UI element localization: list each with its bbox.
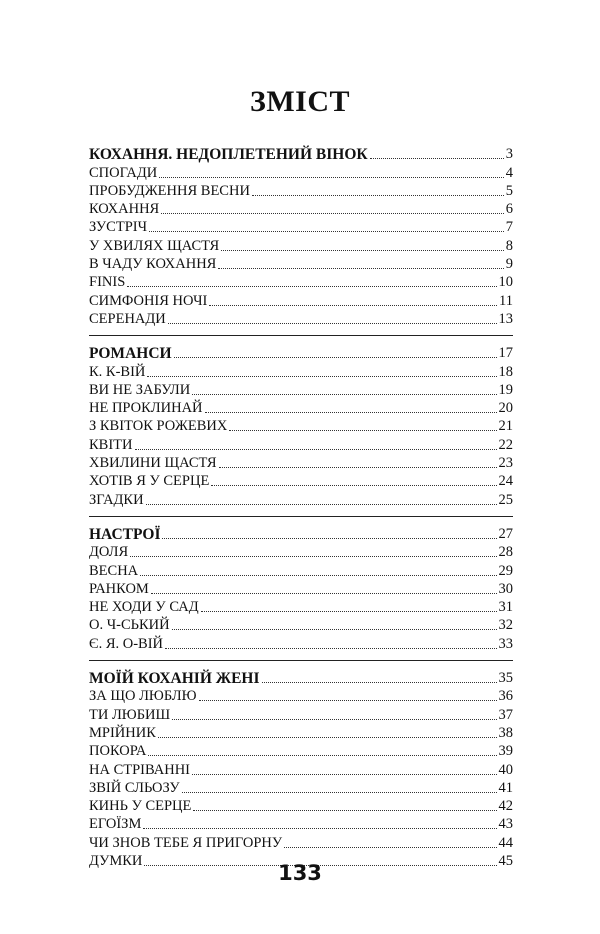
toc-section-heading [89, 669, 513, 687]
toc-entry-page: 24 [498, 473, 513, 490]
toc-entry-page: 36 [498, 688, 513, 705]
toc-entry [89, 598, 513, 616]
toc-entry-page: 5 [505, 182, 513, 199]
toc-entry-page: 13 [498, 310, 513, 327]
dot-leader [229, 430, 496, 431]
dot-leader [143, 828, 496, 829]
dot-leader [148, 755, 496, 756]
toc-entry [89, 255, 513, 273]
dot-leader [147, 376, 496, 377]
toc-entry-title: КИНЬ У СЕРЦЕ [89, 798, 192, 815]
toc-entry-title: З КВІТОК РОЖЕВИХ [89, 418, 228, 435]
toc-entry-page: 42 [498, 798, 513, 815]
toc-entry-title: КОХАННЯ [89, 201, 160, 218]
toc-entry-page: 19 [498, 381, 513, 398]
dot-leader [168, 323, 497, 324]
toc-entry [89, 163, 513, 181]
toc-entry-page: 8 [505, 237, 513, 254]
toc-entry [89, 833, 513, 851]
dot-leader [140, 575, 496, 576]
toc-entry [89, 399, 513, 417]
toc-entry [89, 490, 513, 508]
toc-entry-page: 30 [498, 580, 513, 597]
toc-entry-title: ДУМКИ [89, 852, 143, 869]
dot-leader [205, 412, 497, 413]
dot-leader [221, 250, 504, 251]
toc-entry-page: 37 [498, 706, 513, 723]
dot-leader [172, 719, 496, 720]
toc-entry-title: КВІТИ [89, 436, 133, 453]
dot-leader [201, 611, 497, 612]
toc-entry-title: НА СТРІВАННІ [89, 761, 190, 778]
toc-entry-title: СЕРЕНАДИ [89, 310, 166, 327]
toc-entry [89, 760, 513, 778]
toc-entry-title: МОЇЙ КОХАНІЙ ЖЕНІ [89, 670, 260, 688]
toc-entry-page: 7 [505, 219, 513, 236]
dot-leader [146, 504, 497, 505]
dot-leader [252, 195, 504, 196]
toc-entry [89, 687, 513, 705]
toc-section [89, 660, 513, 870]
toc-entry-page: 11 [499, 292, 513, 309]
toc-entry-title: ЗГАДКИ [89, 491, 144, 508]
dot-leader [158, 737, 497, 738]
toc-entry-page: 41 [498, 779, 513, 796]
toc-entry [89, 435, 513, 453]
dot-leader [151, 593, 497, 594]
dot-leader [209, 305, 497, 306]
dot-leader [162, 538, 496, 539]
dot-leader [159, 177, 503, 178]
toc-entry-page: 31 [498, 599, 513, 616]
dot-leader [284, 847, 496, 848]
toc-entry-title: ВИ НЕ ЗАБУЛИ [89, 381, 191, 398]
dot-leader [218, 268, 503, 269]
toc-entry-title: ХВИЛИНИ ЩАСТЯ [89, 455, 217, 472]
toc-entry-title: МРІЙНИК [89, 724, 156, 741]
toc-entry-page: 22 [498, 436, 513, 453]
toc-entry-title: КОХАННЯ. НЕДОПЛЕТЕНИЙ ВІНОК [89, 146, 368, 164]
toc-entry [89, 454, 513, 472]
toc-entry-page: 9 [505, 256, 513, 273]
toc-entry [89, 417, 513, 435]
table-of-contents [89, 145, 513, 870]
toc-section [89, 145, 513, 328]
page-title: ЗМІСТ [250, 85, 350, 118]
toc-entry-title: В ЧАДУ КОХАННЯ [89, 256, 217, 273]
dot-leader [135, 449, 497, 450]
toc-entry-title: FINIS [89, 274, 126, 291]
toc-entry [89, 580, 513, 598]
toc-entry-page: 29 [498, 562, 513, 579]
toc-section-heading [89, 145, 513, 163]
dot-leader [262, 682, 497, 683]
toc-entry-page: 38 [498, 724, 513, 741]
toc-entry-page: 21 [498, 418, 513, 435]
toc-entry-title: НЕ ПРОКЛИНАЙ [89, 400, 203, 417]
toc-entry-page: 4 [505, 164, 513, 181]
toc-entry-title: ЧИ ЗНОВ ТЕБЕ Я ПРИГОРНУ [89, 834, 283, 851]
toc-entry-page: 43 [498, 816, 513, 833]
toc-entry-title: НАСТРОЇ [89, 525, 161, 543]
dot-leader [172, 629, 497, 630]
toc-entry-title: ХОТІВ Я У СЕРЦЕ [89, 473, 210, 490]
toc-entry [89, 616, 513, 634]
toc-entry [89, 815, 513, 833]
dot-leader [193, 810, 496, 811]
dot-leader [127, 286, 496, 287]
toc-section [89, 516, 513, 653]
dot-leader [149, 231, 504, 232]
toc-entry [89, 634, 513, 652]
toc-entry-title: ЗУСТРІЧ [89, 219, 148, 236]
toc-entry [89, 381, 513, 399]
toc-entry-title: У ХВИЛЯХ ЩАСТЯ [89, 237, 220, 254]
toc-entry-title: СПОГАДИ [89, 164, 158, 181]
toc-entry [89, 797, 513, 815]
toc-entry-page: 39 [498, 743, 513, 760]
toc-entry-title: СИМФОНІЯ НОЧІ [89, 292, 208, 309]
toc-entry-title: ЕГОЇЗМ [89, 816, 142, 833]
toc-entry [89, 362, 513, 380]
page-number: 133 [278, 861, 322, 885]
toc-entry-page: 6 [505, 201, 513, 218]
toc-entry-page: 20 [498, 400, 513, 417]
toc-entry [89, 236, 513, 254]
toc-entry [89, 218, 513, 236]
toc-entry [89, 273, 513, 291]
toc-entry [89, 291, 513, 309]
toc-entry-title: К. К-ВІЙ [89, 363, 146, 380]
dot-leader [174, 357, 497, 358]
toc-entry-page: 45 [498, 852, 513, 869]
toc-entry-page: 17 [498, 345, 513, 362]
toc-entry-page: 3 [505, 146, 513, 163]
toc-entry [89, 742, 513, 760]
toc-entry-page: 33 [498, 635, 513, 652]
toc-entry [89, 561, 513, 579]
toc-entry-title: ПРОБУДЖЕННЯ ВЕСНИ [89, 182, 250, 199]
toc-entry-title: РАНКОМ [89, 580, 149, 597]
toc-entry-page: 25 [498, 491, 513, 508]
toc-entry [89, 705, 513, 723]
dot-leader [165, 648, 496, 649]
toc-section [89, 335, 513, 509]
toc-entry-title: О. Ч-СЬКИЙ [89, 617, 170, 634]
toc-section-heading [89, 525, 513, 543]
toc-entry-title: ЗА ЩО ЛЮБЛЮ [89, 688, 197, 705]
toc-entry [89, 724, 513, 742]
toc-entry-title: ЗВІЙ СЛЬОЗУ [89, 779, 180, 796]
dot-leader [219, 467, 497, 468]
dot-leader [130, 556, 496, 557]
toc-entry-title: НЕ ХОДИ У САД [89, 599, 199, 616]
toc-entry-title: РОМАНСИ [89, 345, 172, 363]
toc-entry-page: 18 [498, 363, 513, 380]
dot-leader [211, 485, 496, 486]
toc-entry-page: 23 [498, 455, 513, 472]
toc-entry-title: Є. Я. О-ВІЙ [89, 635, 164, 652]
toc-entry-page: 35 [498, 670, 513, 687]
toc-entry [89, 182, 513, 200]
toc-section-heading [89, 344, 513, 362]
toc-entry [89, 543, 513, 561]
dot-leader [192, 774, 497, 775]
toc-entry [89, 779, 513, 797]
toc-entry-page: 27 [498, 525, 513, 542]
toc-entry-page: 44 [498, 834, 513, 851]
toc-entry-page: 28 [498, 544, 513, 561]
dot-leader [199, 700, 497, 701]
dot-leader [192, 394, 496, 395]
toc-entry-title: ДОЛЯ [89, 544, 129, 561]
toc-entry [89, 472, 513, 490]
dot-leader [370, 158, 504, 159]
toc-entry [89, 310, 513, 328]
toc-entry-title: ПОКОРА [89, 743, 147, 760]
toc-entry [89, 200, 513, 218]
toc-entry-page: 32 [498, 617, 513, 634]
toc-entry-page: 10 [498, 274, 513, 291]
dot-leader [161, 213, 504, 214]
dot-leader [182, 792, 497, 793]
toc-entry-page: 40 [498, 761, 513, 778]
toc-entry-title: ВЕСНА [89, 562, 139, 579]
toc-entry-title: ТИ ЛЮБИШ [89, 706, 171, 723]
